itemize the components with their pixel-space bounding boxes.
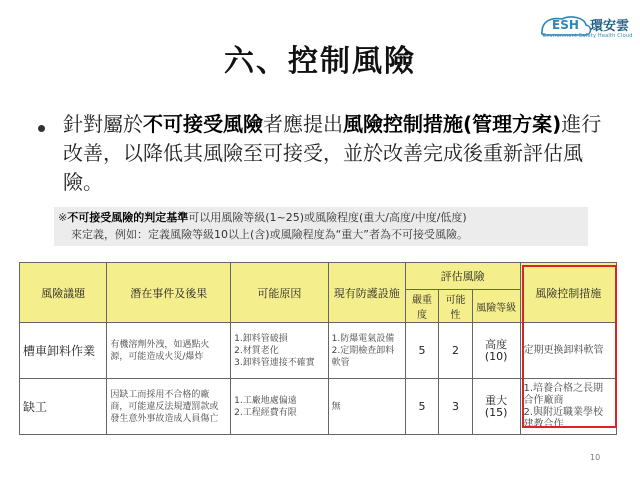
cell-likelihood: 3 (439, 379, 473, 435)
existing-line: 2.定期檢查卸料軟管 (331, 345, 395, 368)
header-existing: 現有防護設施 (328, 263, 405, 323)
bullet-part-2: 者應提出 (263, 112, 343, 136)
note-bold: 不可接受風險的判定基準 (67, 211, 189, 224)
cell-likelihood: 2 (439, 323, 473, 379)
table-header-row (20, 263, 617, 290)
note-line-1 (58, 209, 584, 226)
bullet-part-3: 進行改善，以降低其風險至可接受，並於改善完成後重新評估風險。 (63, 112, 602, 194)
bullet-part-1: 針對屬於 (63, 112, 143, 136)
logo-name: 環安雲 (590, 19, 630, 34)
cause-line: 1.卸料管破損 (234, 333, 288, 344)
logo-tagline: Environment Safety Health Cloud (543, 33, 633, 39)
bullet-bold-2: 風險控制措施(管理方案) (343, 112, 562, 136)
header-control: 風險控制措施 (520, 263, 616, 323)
header-likelihood: 可能性 (439, 290, 473, 323)
table-row (20, 323, 617, 379)
cell-existing (328, 379, 405, 435)
cell-issue: 槽車卸料作業 (20, 323, 107, 379)
table-row (20, 379, 617, 435)
cell-event: 有機溶劑外洩，如遇點火源，可能造成火災/爆炸 (107, 323, 231, 379)
cell-cause (231, 379, 328, 435)
logo-esh-text: ESH (552, 18, 579, 32)
bullet-text (63, 110, 603, 197)
bullet-bold-1: 不可接受風險 (143, 112, 263, 136)
cause-line: 2.工程經費有限 (234, 407, 297, 418)
cell-severity: 5 (405, 379, 439, 435)
header-assess: 評估風險 (405, 263, 520, 290)
note-prefix: ※ (58, 211, 68, 224)
cause-line: 3.卸料管連接不確實 (234, 357, 315, 368)
page-title: 六、控制風險 (224, 44, 416, 79)
header-severity: 嚴重度 (405, 290, 439, 323)
cell-event: 因缺工而採用不合格的廠商，可能違反法規遭罰款或發生意外事故造成人員傷亡 (107, 379, 231, 435)
cell-level: 高度(10) (472, 323, 520, 379)
cell-control (520, 379, 616, 435)
cell-issue: 缺工 (20, 379, 107, 435)
control-line: 2.與附近職業學校建教合作 (523, 406, 604, 430)
cell-level: 重大(15) (472, 379, 520, 435)
header-event: 潛在事件及後果 (107, 263, 231, 323)
existing-line: 無 (331, 401, 341, 412)
control-line: 1.培養合格之長期合作廠商 (523, 382, 604, 406)
cell-severity: 5 (405, 323, 439, 379)
cell-control (520, 323, 616, 379)
note-box (54, 207, 588, 246)
cause-line: 1.工廠地處偏遠 (234, 395, 297, 406)
cell-cause (231, 323, 328, 379)
existing-line: 1.防爆電氣設備 (331, 333, 395, 344)
control-line: 定期更換卸料軟管 (523, 344, 604, 356)
risk-table (19, 262, 617, 435)
cell-existing (328, 323, 405, 379)
header-cause: 可能原因 (231, 263, 328, 323)
header-issue: 風險議題 (20, 263, 107, 323)
note-line-2: 來定義，例如：定義風險等級10以上(含)或風險程度為“重大”者為不可接受風險。 (71, 228, 468, 241)
cause-line: 2.材質老化 (234, 345, 279, 356)
page-number: 10 (590, 453, 601, 462)
note-line-1-rest: 可以用風險等級(1~25)或風險程度(重大/高度/中度/低度) (188, 211, 467, 224)
bullet-dot-icon (38, 125, 45, 132)
header-level: 風險等級 (472, 290, 520, 323)
